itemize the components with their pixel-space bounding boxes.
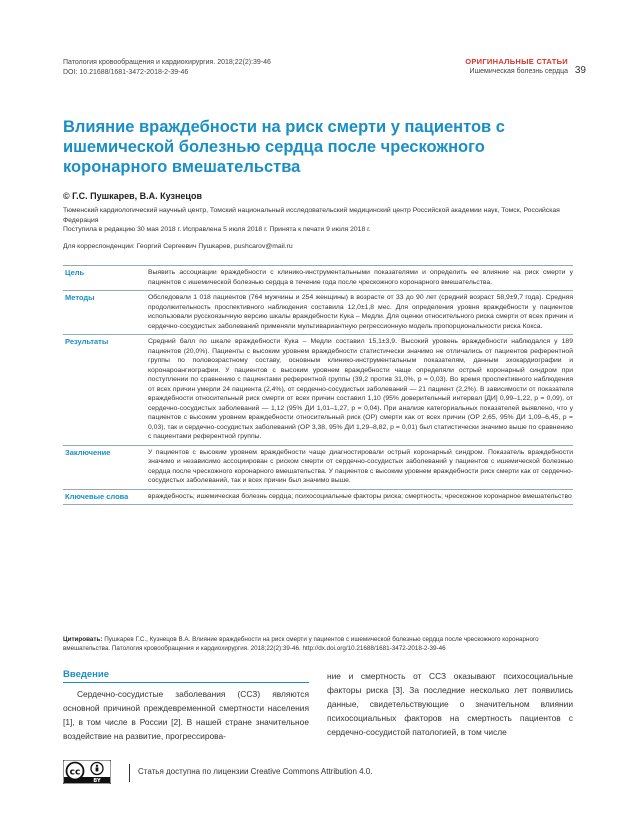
subsection-label: Ишемическая болезнь сердца [469,68,568,75]
body-column-left: Сердечно-сосудистые заболевания (ССЗ) являются основной причиной преждевременной смертности населения [1], в том числе в России [2]. В нашей стране значительное воздействие на развитие, прогрессирова- [63,689,309,741]
abstract-label: Заключение [65,447,111,457]
correspondence: Для корреспонденции: Георгий Сергеевич Пушкарев, pushcarov@mail.ru [63,243,293,250]
doi: DOI: 10.21688/1681-3472-2018-2-39-46 [63,69,189,76]
citation [63,635,573,653]
citation-label: Цитировать: [63,636,103,643]
abstract-row-conclusion [63,445,573,489]
article-dates: Поступила в редакцию 30 мая 2018 г. Исправлена 5 июля 2018 г. Принята к печати 9 июля 2018 г. [63,226,371,233]
by-badge-text: BY [93,778,101,784]
running-header-left [63,58,271,78]
article-title: Влияние враждебности на риск смерти у пациентов с ишемической болезнью сердца после чрескожного коронарного вмешательства [63,118,505,176]
license-footer [63,760,573,786]
structured-abstract [63,265,573,505]
cc-badge-text: cc [69,767,81,778]
abstract-row-methods [63,290,573,334]
abstract-text: Выявить ассоциации враждебности с клинико-инструментальными показателями и определить ее влияние на риск смерти у пациентов с ишемической болезнью сердца в течение года после чрескожного коронарного вмешательства. [148,269,573,286]
abstract-label: Результаты [65,337,109,346]
abstract-text: враждебность; ишемическая болезнь сердца; психосоциальные факторы риска; смертность; чрескожное коронарное вмешательство [148,492,572,500]
abstract-label: Ключевые слова [65,491,129,501]
abstract-label: Цель [65,268,85,277]
journal-reference: Патология кровообращения и кардиохирургия. 2018;22(2):39-46 [63,59,271,66]
page-number: 39 [574,65,586,76]
body-column-right: ние и смертность от ССЗ оказывают психосоциальные факторы риска [3]. За последние несколько лет появились данные, свидетельствующие о значительном влиянии психосоциальных факторов на смертность пациентов с сердечно-сосудистой патологией, в том числе [327,671,573,737]
section-label: ОРИГИНАЛЬНЫЕ СТАТЬИ [465,57,568,66]
license-divider [129,764,130,782]
abstract-row-keywords [63,489,573,506]
license-text: Статья доступна по лицензии Creative Commons Attribution 4.0. [138,767,373,776]
abstract-row-results [63,334,573,445]
abstract-text: У пациентов с высоким уровнем враждебности чаще диагностировали острый коронарный синдром. Показатель враждебности значимо и независимо ассоциирован с риском смерти от сердечно-сосудистых заболеваний у пациентов с ишемической болезнью сердца после чрескожного коронарного вмешательства. У пациентов с высоким уровнем враждебности риск смерти как от сердечно-сосудистых заболеваний, так и всех причин был значимо выше. [148,448,573,484]
abstract-row-aim [63,265,573,290]
abstract-text: Средний балл по шкале враждебности Кука – Медли составил 15,1±3,9. Высокий уровень враждебности наблюдался у 189 пациентов (20,0%). Пациенты с высоким уровнем враждебности статистически значимо не отличались от пациентов референтной группы по половозрастному составу, основным клинико-инструментальным показателям, данным эхокардиографии и коронароангиографии. У пациентов с высоким уровнем враждебности чаще определяли острый коронарный синдром при поступлении по сравнению с пациентами референтной группы (39,2 против 31,0%, p = 0,03). Во время проспективного наблюдения от всех причин умерли 24 пациента (2,4%), от сердечно-сосудистых заболеваний — 21 пациент (2,2%). В зависимости от показателя враждебности относительный риск смерти от всех причин составил 1,10 (95% доверительный интервал [ДИ] 0,99–1,22, p = 0,09), от сердечно-сосудистых заболеваний — 1,12 (95% ДИ 1,01–1,27, p = 0,04). При анализе категориальных показателей выявлено, что у пациентов с высоким уровнем враждебности относительный риск (ОР) смерти как от всех причин (ОР 2,65, 95% ДИ 1,09–6,45, p = 0,03), так и сердечно-сосудистых заболеваний (ОР 3,38, 95% ДИ 1,29–8,82, p = 0,01) был статистически значимо выше по сравнению с пациентами референтной группы. [148,338,573,440]
running-header-right [465,57,568,77]
authors: © Г.С. Пушкарев, В.А. Кузнецов [63,191,202,201]
citation-text: Пушкарев Г.С., Кузнецов В.А. Влияние враждебности на риск смерти у пациентов с ишемической болезнью сердца после чрескожного коронарного вмешательства. Патология кровообращения и кардиохирургия. 2018;22(2):39-46. http://dx.doi.org/10.21688/1681-3472-2018-2-39-46 [63,636,539,652]
introduction-heading: Введение [63,669,309,683]
cc-by-license-icon [63,760,111,784]
affiliation: Тюменский кардиологический научный центр, Томский национальный исследовательский медицинский центр Российской академии наук, Томск, Российская Федерация [63,207,560,224]
abstract-text: Обследовали 1 018 пациентов (764 мужчины и 254 женщины) в возрасте от 33 до 90 лет (средний возраст 58,9±9,7 года). Средняя продолжительность проспективного наблюдения составила 12,0±1,8 мес. Для определения уровня враждебности у пациентов использовали русскоязычную версию шкалы враждебности Кука – Медли. Для оценки относительного риска смерти от всех причин и сердечно-сосудистых заболеваний применяли мультивариантную регрессионную модель пропорциональности риска Кокса. [148,294,573,330]
abstract-label: Методы [65,293,95,302]
